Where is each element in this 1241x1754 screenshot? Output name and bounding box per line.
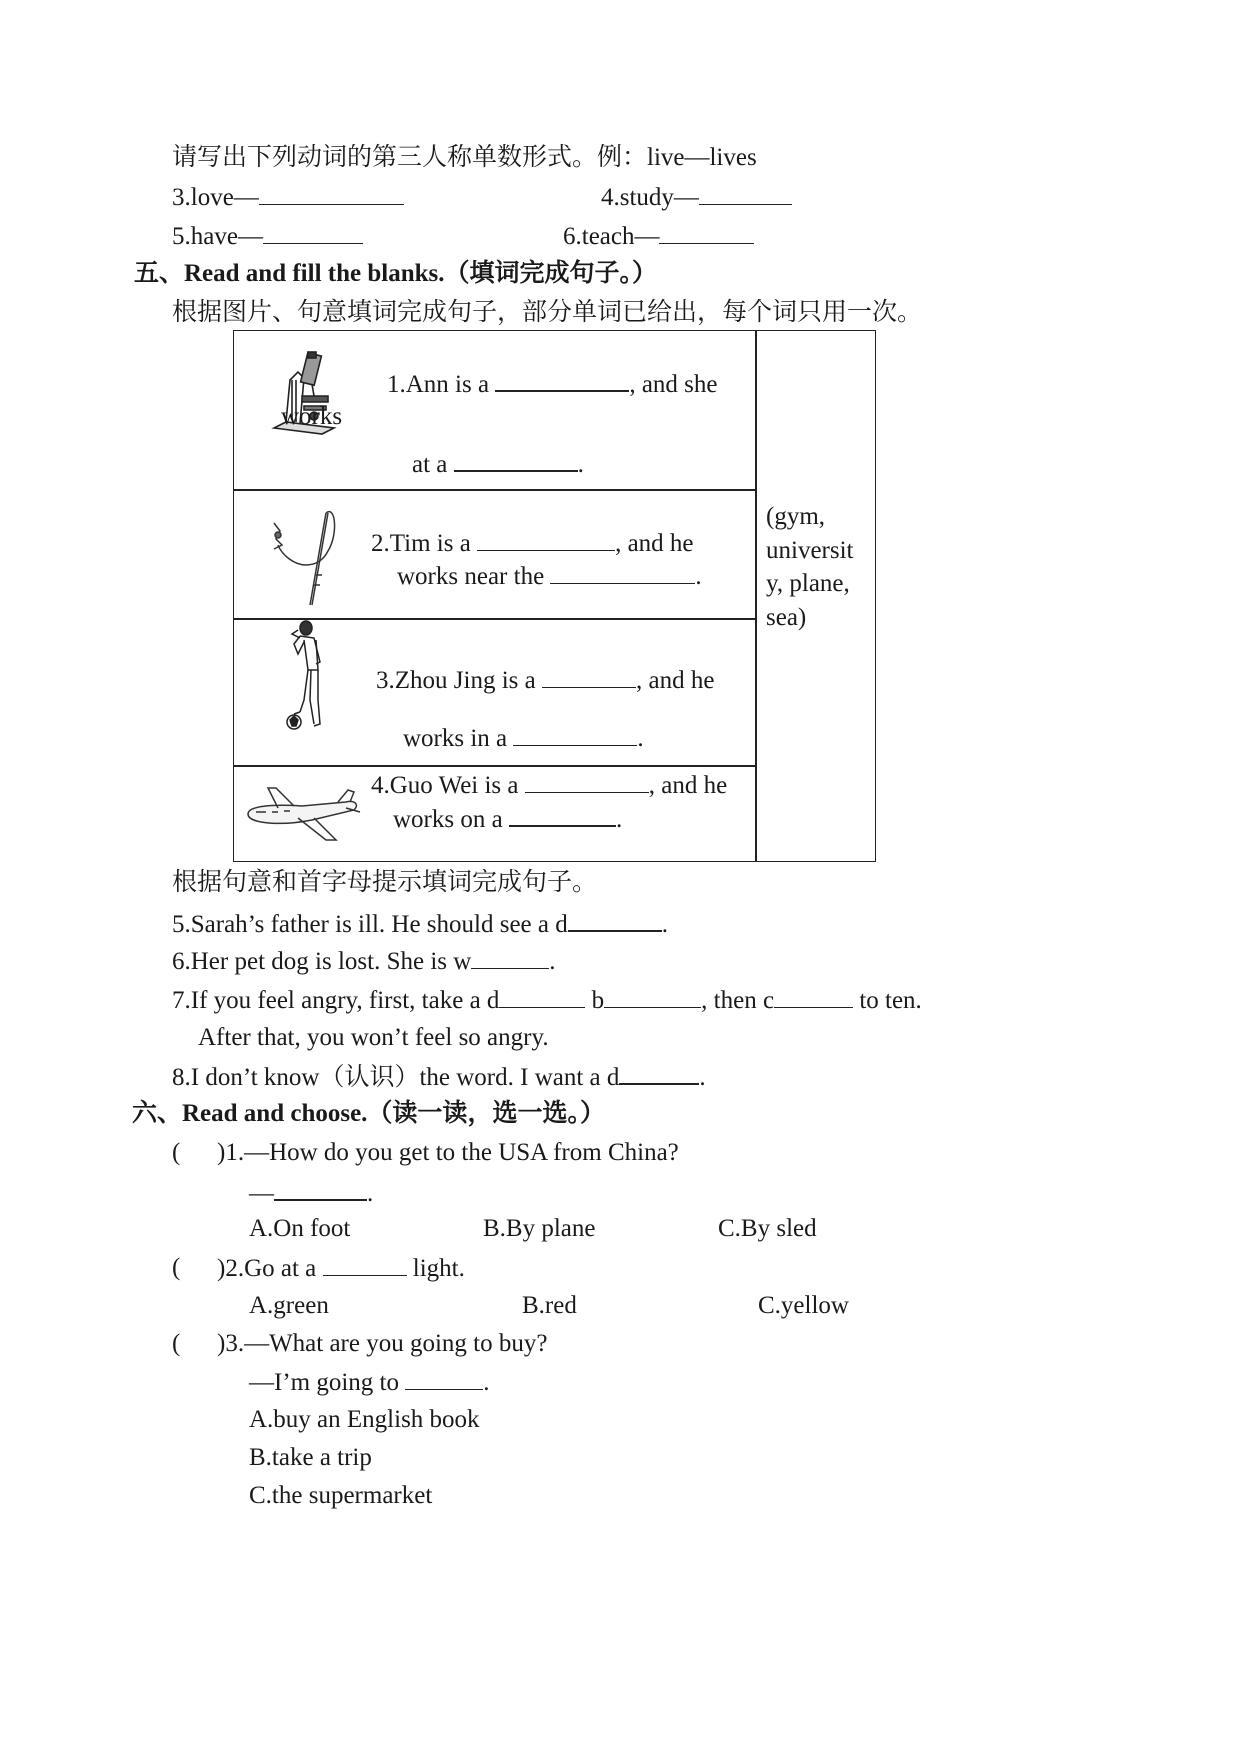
sentence-text: )2.Go at a	[217, 1255, 317, 1282]
coach-icon	[278, 620, 330, 732]
sentence-text: 7.If you feel angry, first, take a d	[172, 987, 500, 1014]
answer-blank[interactable]	[699, 182, 792, 205]
sentence-text: .	[577, 451, 584, 478]
section5-heading: 五、Read and fill the blanks.（填词完成句子。）	[134, 260, 657, 287]
question-6	[172, 946, 556, 977]
sentence-text: .	[549, 948, 556, 975]
choice-q3-paren[interactable]: (	[172, 1330, 181, 1357]
answer-blank[interactable]	[263, 221, 363, 244]
verb-item-label: 4.study—	[601, 184, 699, 211]
sentence-text: .	[367, 1180, 374, 1207]
sentence-text: , and he	[648, 772, 728, 799]
word-bank-line: (gym,	[766, 503, 826, 530]
verb-item-label: 5.have—	[172, 223, 263, 250]
answer-blank[interactable]	[604, 985, 701, 1008]
word-bank-line: sea)	[766, 604, 807, 631]
verb-item-4	[601, 182, 792, 213]
answer-blank[interactable]	[513, 723, 637, 746]
answer-blank[interactable]	[274, 1177, 367, 1201]
answer-blank[interactable]	[454, 448, 578, 472]
answer-blank[interactable]	[619, 1061, 699, 1085]
answer-blank[interactable]	[323, 1253, 407, 1276]
sentence-text: works in a	[403, 725, 508, 752]
question-7-line2: After that, you won’t feel so angry.	[198, 1024, 549, 1051]
verb-form-instruction: 请写出下列动词的第三人称单数形式。例：live—lives	[172, 144, 757, 171]
choice-q1-option-a[interactable]: A.On foot	[249, 1215, 351, 1242]
row4-line1	[371, 770, 727, 801]
answer-blank[interactable]	[477, 528, 615, 551]
row3-line2	[403, 723, 644, 754]
section5-instruction: 根据图片、句意填词完成句子，部分单词已给出，每个词只用一次。	[172, 299, 923, 326]
row2-line2	[397, 561, 702, 592]
answer-blank[interactable]	[405, 1367, 483, 1390]
sentence-text: .	[637, 725, 644, 752]
answer-blank[interactable]	[542, 665, 636, 688]
choice-q3-answer	[249, 1367, 490, 1398]
section5-instruction2: 根据句意和首字母提示填词完成句子。	[172, 869, 598, 896]
sentence-text: 6.Her pet dog is lost. She is w	[172, 948, 472, 975]
sentence-text: .	[483, 1369, 490, 1396]
question-8	[172, 1061, 706, 1093]
sentence-text: light.	[406, 1255, 465, 1282]
table-row-divider	[233, 765, 756, 767]
verb-item-label: 6.teach—	[563, 223, 660, 250]
sentence-text: .	[699, 1064, 706, 1091]
verb-item-5	[172, 221, 363, 252]
sentence-text: 4.Guo Wei is a	[371, 772, 519, 799]
answer-blank[interactable]	[774, 985, 853, 1008]
choice-q2-option-c[interactable]: C.yellow	[758, 1292, 849, 1319]
section6-heading: 六、Read and choose.（读一读，选一选。）	[132, 1100, 605, 1127]
choice-q2-option-b[interactable]: B.red	[522, 1292, 577, 1319]
table-column-divider	[755, 330, 757, 862]
sentence-text: 5.Sarah’s father is ill. He should see a d	[172, 911, 568, 938]
word-bank-line: y, plane,	[766, 570, 850, 597]
table-row-divider	[233, 489, 756, 491]
choice-q2-stem	[217, 1253, 465, 1284]
sentence-text: .	[695, 563, 702, 590]
answer-blank[interactable]	[499, 985, 585, 1008]
sentence-text: works on a	[393, 806, 503, 833]
word-bank-line: universit	[766, 537, 854, 564]
row2-line1	[371, 528, 694, 559]
sentence-text: .	[615, 806, 623, 833]
choice-q1-option-b[interactable]: B.By plane	[483, 1215, 596, 1242]
sentence-text: , then c	[701, 987, 775, 1014]
fishing-rod-icon	[266, 505, 338, 607]
sentence-text: , and she	[629, 371, 718, 398]
row1-line1	[387, 368, 718, 400]
sentence-text: works near the	[397, 563, 545, 590]
answer-blank[interactable]	[259, 182, 404, 205]
sentence-text: 1.Ann is a	[387, 371, 490, 398]
sentence-text: 8.I don’t know（认识）the word. I want a d	[172, 1064, 620, 1091]
choice-q1-option-c[interactable]: C.By sled	[718, 1215, 817, 1242]
question-7	[172, 985, 922, 1016]
answer-blank[interactable]	[550, 561, 695, 584]
sentence-text: , and he	[635, 667, 715, 694]
choice-q1-answer	[249, 1177, 373, 1209]
row3-line1	[376, 665, 714, 696]
choice-q2-option-a[interactable]: A.green	[249, 1292, 329, 1319]
sentence-text: b	[585, 987, 605, 1014]
sentence-text: .	[661, 911, 668, 938]
question-5	[172, 908, 668, 940]
choice-q3-option-b[interactable]: B.take a trip	[249, 1444, 372, 1471]
sentence-text: at a	[412, 451, 448, 478]
sentence-text: 3.Zhou Jing is a	[376, 667, 536, 694]
sentence-text: —I’m going to	[249, 1369, 399, 1396]
sentence-text: 2.Tim is a	[371, 530, 471, 557]
sentence-text: , and he	[615, 530, 694, 557]
choice-q3-option-a[interactable]: A.buy an English book	[249, 1406, 480, 1433]
airplane-icon	[242, 784, 362, 844]
row1-works: works	[281, 403, 343, 430]
answer-blank[interactable]	[495, 368, 629, 392]
verb-item-6	[563, 221, 754, 252]
sentence-text: to ten.	[853, 987, 922, 1014]
answer-blank[interactable]	[659, 221, 754, 244]
sentence-text: —	[249, 1180, 274, 1207]
row4-line2	[393, 803, 622, 835]
answer-blank[interactable]	[525, 770, 649, 793]
row1-line2	[412, 448, 584, 480]
choice-q3-stem: )3.—What are you going to buy?	[217, 1330, 548, 1357]
choice-q1-stem: )1.—How do you get to the USA from China?	[217, 1139, 679, 1166]
answer-blank[interactable]	[509, 803, 616, 827]
answer-blank[interactable]	[471, 946, 549, 969]
verb-item-label: 3.love—	[172, 184, 259, 211]
choice-q3-option-c[interactable]: C.the supermarket	[249, 1482, 433, 1509]
answer-blank[interactable]	[568, 908, 662, 932]
choice-q1-paren[interactable]: (	[172, 1139, 181, 1166]
verb-item-3	[172, 182, 404, 213]
choice-q2-paren[interactable]: (	[172, 1254, 181, 1281]
